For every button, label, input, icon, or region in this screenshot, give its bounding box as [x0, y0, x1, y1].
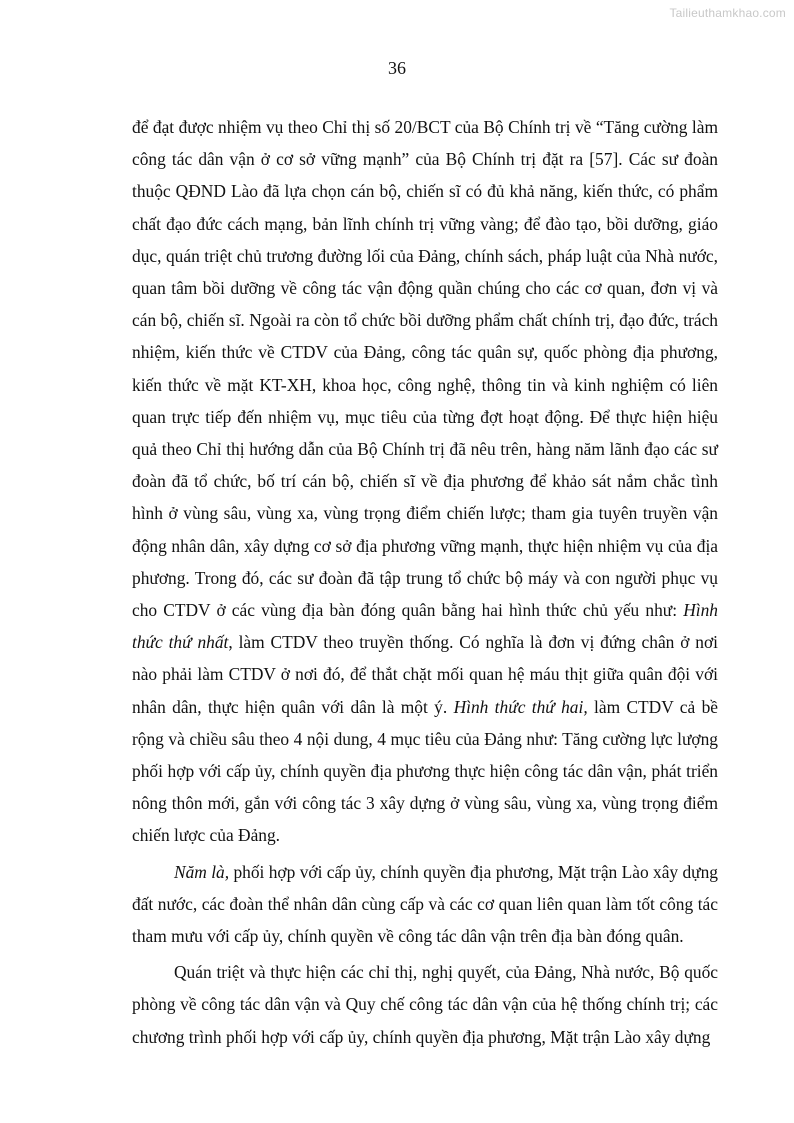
paragraph-text: làm CTDV cả bề rộng và chiều sâu theo 4 nội dung, 4 mục tiêu của Đảng như: Tăng cường lực lượng phối hợp với cấp ủy, chính quyền địa phương thực hiện công tác dân vận, phát triển nông thôn mới, gắn với công tác 3 xây dựng ở vùng sâu, vùng xa, vùng trọng điểm chiến lược của Đảng. — [132, 696, 719, 846]
italic-term: Hình thức thứ hai, — [453, 696, 588, 717]
italic-term: Năm là, — [174, 861, 230, 882]
paragraph-text: để đạt được nhiệm vụ theo Chỉ thị số 20/BCT của Bộ Chính trị về “Tăng cường làm công tác dân vận ở cơ sở vững mạnh” của Bộ Chính trị đặt ra [57]. Các sư đoàn thuộc QĐND Lào đã lựa chọn cán bộ, chiến sĩ có đủ khả năng, kiến thức, có phẩm chất đạo đức cách mạng, bản lĩnh chính trị vững vàng; để đào tạo, bồi dưỡng, giáo dục, quán triệt chủ trương đường lối của Đảng, chính sách, pháp luật của Nhà nước, quan tâm bồi dưỡng về công tác vận động quần chúng cho các cơ quan, đơn vị và cán bộ, chiến sĩ. Ngoài ra còn tổ chức bồi dưỡng phẩm chất chính trị, đạo đức, trách nhiệm, kiến thức về CTDV của Đảng, công tác quân sự, quốc phòng địa phương, kiến thức về mặt KT-XH, khoa học, công nghệ, thông tin và kinh nghiệm có liên quan trực tiếp đến nhiệm vụ, mục tiêu của từng đợt hoạt động. Để thực hiện hiệu quả theo Chỉ thị hướng dẫn của Bộ Chính trị đã nêu trên, hàng năm lãnh đạo các sư đoàn đã tổ chức, bố trí cán bộ, chiến sĩ về địa phương để khảo sát nắm chắc tình hình ở vùng sâu, vùng xa, vùng trọng điểm chiến lược; tham gia tuyên truyền vận động nhân dân, xây dựng cơ sở địa phương vững mạnh, thực hiện nhiệm vụ của địa phương. Trong đó, các sư đoàn đã tập trung tổ chức bộ máy và con người phục vụ cho CTDV ở các vùng địa bàn đóng quân bằng hai hình thức chủ yếu như: — [132, 117, 718, 621]
document-body — [132, 111, 718, 1057]
paragraph-text: phối hợp với cấp ủy, chính quyền địa phương, Mặt trận Lào xây dựng đất nước, các đoàn thể nhân dân cùng cấp và các cơ quan liên quan làm tốt công tác tham mưu với cấp ủy, chính quyền về công tác dân vận trên địa bàn đóng quân. — [132, 861, 718, 947]
paragraph-text: , làm CTDV theo truyền thống. Có nghĩa là đơn vị đứng chân ở nơi nào phải làm CTDV ở nơi đó, để thắt chặt mối quan hệ máu thịt giữa quân đội với nhân dân, thực hiện quân với dân là một ý. — [132, 632, 718, 717]
italic-term: Hình thức thứ nhất — [132, 600, 718, 653]
paragraph-fifth — [132, 856, 718, 953]
paragraph-text: Quán triệt và thực hiện các chỉ thị, nghị quyết, của Đảng, Nhà nước, Bộ quốc phòng về công tác dân vận và Quy chế công tác dân vận của hệ thống chính trị; các chương trình phối hợp với cấp ủy, chính quyền địa phương, Mặt trận Lào xây dựng — [132, 962, 718, 1047]
watermark: Tailieuthamkhao.com — [669, 6, 786, 20]
paragraph-continuation — [132, 111, 718, 852]
paragraph-implementation — [132, 956, 718, 1053]
page-number: 36 — [388, 58, 406, 78]
